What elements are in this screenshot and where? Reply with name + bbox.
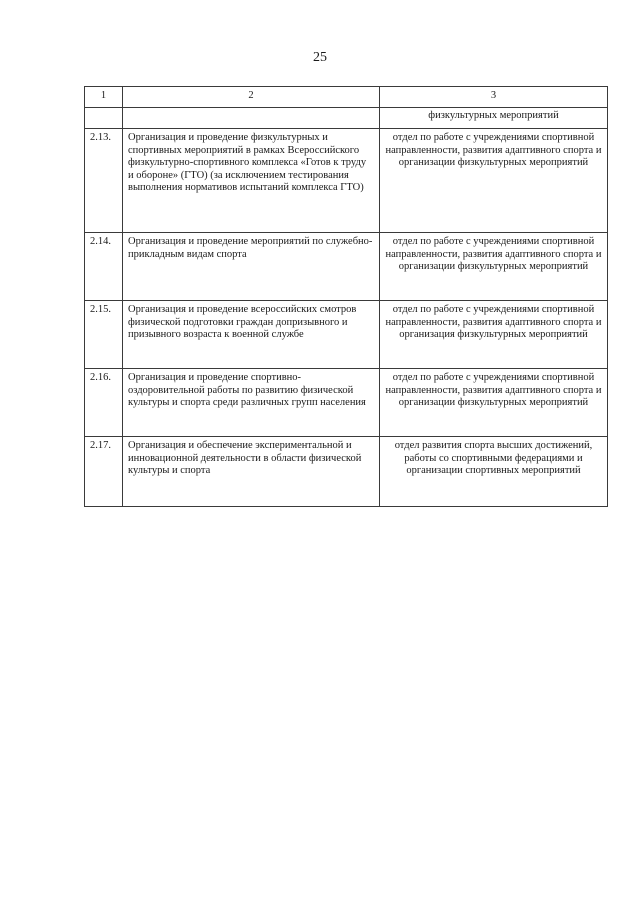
table-row-continuation: [85, 108, 608, 129]
row-department: отдел по работе с учреждениями спортивной направленности, развития адаптивного спорта и организации физкультурных мероприятий: [380, 129, 608, 233]
row-department: отдел по работе с учреждениями спортивной направленности, развития адаптивного спорта и организация физкультурных мероприятий: [380, 301, 608, 369]
row-department: физкультурных мероприятий: [380, 108, 608, 129]
row-number: 2.13.: [85, 129, 123, 233]
functions-table: [84, 86, 608, 507]
column-header-2: 2: [123, 87, 380, 108]
table-row: [85, 233, 608, 301]
table-row: [85, 369, 608, 437]
row-number: 2.17.: [85, 437, 123, 507]
row-number: [85, 108, 123, 129]
row-action: Организация и проведение мероприятий по служебно-прикладным видам спорта: [123, 233, 380, 301]
column-header-3: 3: [380, 87, 608, 108]
row-department: отдел развития спорта высших достижений, работы со спортивными федерациями и организации спортивных мероприятий: [380, 437, 608, 507]
row-department: отдел по работе с учреждениями спортивной направленности, развития адаптивного спорта и организации физкультурных мероприятий: [380, 233, 608, 301]
table-header-row: [85, 87, 608, 108]
row-number: 2.15.: [85, 301, 123, 369]
row-action: Организация и проведение физкультурных и спортивных мероприятий в рамках Всероссийского физкультурно-спортивного комплекса «Готов к труду и обороне» (ГТО) (за исключением тестирования выполнения нормативов испытаний комплекса ГТО): [123, 129, 380, 233]
row-department: отдел по работе с учреждениями спортивной направленности, развития адаптивного спорта и организации физкультурных мероприятий: [380, 369, 608, 437]
row-action: Организация и проведение всероссийских смотров физической подготовки граждан допризывного и призывного возраста к военной службе: [123, 301, 380, 369]
column-header-1: 1: [85, 87, 123, 108]
table-row: [85, 301, 608, 369]
row-number: 2.14.: [85, 233, 123, 301]
row-action: Организация и обеспечение экспериментальной и инновационной деятельности в области физической культуры и спорта: [123, 437, 380, 507]
row-action: Организация и проведение спортивно-оздоровительной работы по развитию физической культуры и спорта среди различных групп населения: [123, 369, 380, 437]
row-action: [123, 108, 380, 129]
table-row: [85, 437, 608, 507]
table-row: [85, 129, 608, 233]
page-number: 25: [313, 50, 327, 65]
row-number: 2.16.: [85, 369, 123, 437]
